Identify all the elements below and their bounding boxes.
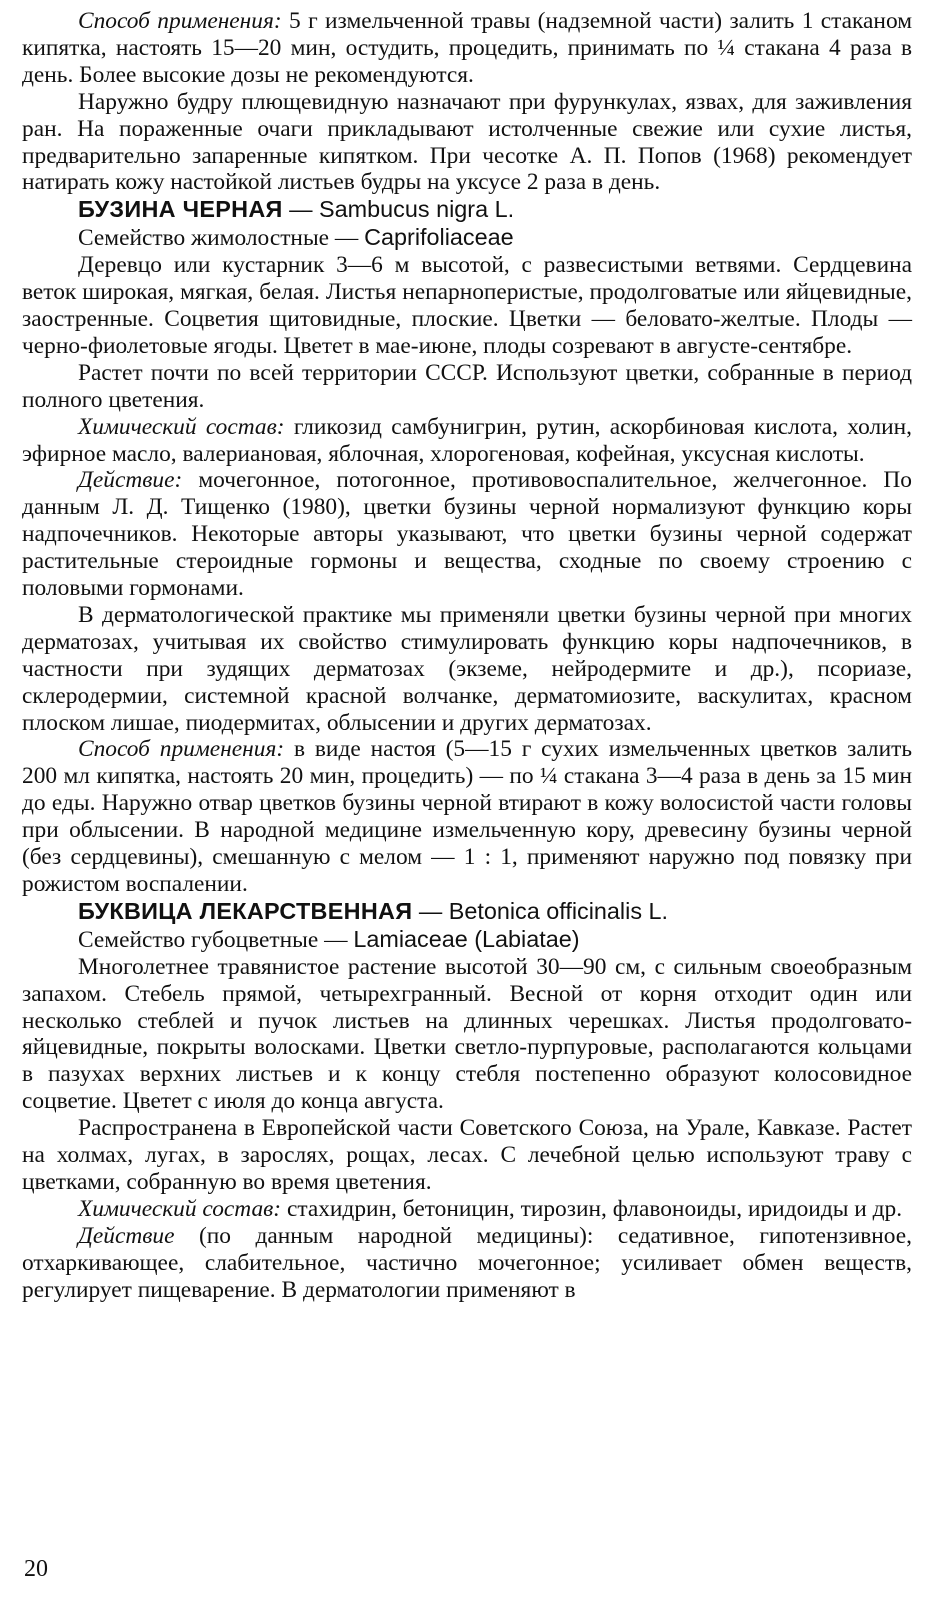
- section-label: Действие: [78, 1222, 175, 1249]
- paragraph-usage: [22, 736, 912, 897]
- section-label: Действие:: [78, 467, 183, 494]
- page-number: 20: [24, 1556, 48, 1582]
- entry-headword: БУЗИНА ЧЕРНАЯ: [78, 196, 283, 223]
- section-label: Химический состав:: [78, 413, 285, 440]
- family-latin: Caprifoliaceae: [364, 224, 514, 251]
- paragraph-text: Деревцо или кустарник 3—6 м высотой, с развесистыми ветвями. Сердцевина веток широкая, мягкая, белая. Листья непарноперистые, продолговатые или яйцевидные, заостренные. Соцветия щитовидные, плоские. Цветки — беловато-желтые. Плоды — черно-фиолетовые ягоды. Цветет в мае-июне, плоды созревают в августе-сентябре.: [22, 252, 912, 359]
- paragraph-text: 5 г измельченной травы (надземной части) залить 1 стаканом кипятка, настоять 15—20 мин, остудить, процедить, принимать по ¼ стакана 4 раза в день. Более высокие дозы не рекомендуются.: [22, 8, 912, 88]
- section-label: Химический состав:: [78, 1195, 282, 1222]
- paragraph-text: стахидрин, бетоницин, тирозин, флавоноиды, иридоиды и др.: [281, 1195, 903, 1222]
- paragraph-text: (по данным народной медицины): седативное, гипотензивное, отхаркивающее, слабительное, частично мочегонное; усиливает обмен веществ, регулирует пищеварение. В дерматологии применяют в: [22, 1222, 912, 1303]
- entry-latin-name: — Betonica officinalis L.: [412, 897, 669, 924]
- paragraph-dermatology-practice: [22, 602, 912, 737]
- paragraph-text: Наружно будру плющевидную назначают при фурункулах, язвах, для заживления ран. На пораженные очаги прикладывают истолченные свежие или сухие листья, предварительно запаренные кипятком. При чесотке А. П. Попов (1968) рекомендует натирать кожу настойкой листьев будры на уксусе 2 раза в день.: [22, 88, 912, 196]
- paragraph-description: [22, 252, 912, 360]
- paragraph-text: гликозид самбунигрин, рутин, аскорбиновая кислота, холин, эфирное масло, валериановая, яблочная, хлорогеновая, кофейная, уксусная кислоты.: [22, 413, 913, 467]
- paragraph-distribution: [22, 360, 912, 414]
- book-page: [22, 8, 912, 1304]
- paragraph-text: Растет почти по всей территории СССР. Используют цветки, собранные в период полного цветения.: [22, 359, 912, 413]
- family-label: Семейство губоцветные —: [78, 926, 354, 953]
- paragraph-description: [22, 954, 912, 1115]
- paragraph-usage-tail: [22, 8, 912, 89]
- entry-heading-betonica: [22, 898, 912, 926]
- paragraph-chemical-composition: [22, 414, 912, 468]
- paragraph-text: Многолетнее травянистое растение высотой 30—90 см, с сильным своеобразным запахом. Стебель прямой, четырехгранный. Весной от корня отходит один или несколько стеблей и пучок листьев на длинных черешках. Листья продолговато-яйцевидные, покрыты волосками. Цветки светло-пурпуровые, располагаются кольцами в пазухах верхних листьев и к концу стебля постепенно образуют колосовидное соцветие. Цветет с июля до конца августа.: [22, 953, 912, 1115]
- family-latin: Lamiaceae (Labiatae): [353, 925, 580, 952]
- family-label: Семейство жимолостные —: [78, 225, 365, 252]
- paragraph-external-use: [22, 89, 912, 197]
- entry-headword: БУКВИЦА ЛЕКАРСТВЕННАЯ: [78, 897, 413, 924]
- paragraph-distribution: [22, 1115, 912, 1196]
- entry-heading-sambucus: [22, 196, 912, 224]
- paragraph-text: Распространена в Европейской части Советского Союза, на Урале, Кавказе. Растет на холмах, лугах, в зарослях, рощах, лесах. С лечебной целью используют траву с цветками, собранную во время цветения.: [22, 1115, 912, 1195]
- section-label: Способ применения:: [78, 736, 285, 763]
- entry-family-betonica: [22, 926, 912, 954]
- section-label: Способ применения:: [78, 8, 282, 34]
- paragraph-text: мочегонное, потогонное, противовоспалительное, желчегонное. По данным Л. Д. Тищенко (1980), цветки бузины черной нормализуют функцию коры надпочечников. Некоторые авторы указывают, что цветки бузины черной содержат растительные стероидные гормоны и вещества, сходные по своему строению с половыми гормонами.: [22, 467, 912, 602]
- entry-latin-name: — Sambucus nigra L.: [282, 196, 515, 223]
- paragraph-text: В дерматологической практике мы применяли цветки бузины черной при многих дерматозах, учитывая их свойство стимулировать функцию коры надпочечников, в частности при зудящих дерматозах (экземе, нейродермите и др.), псориазе, склеродермии, системной красной волчанке, дерматомиозите, васкулитах, красном плоском лишае, пиодермитах, облысении и других дерматозах.: [22, 601, 912, 736]
- entry-family-sambucus: [22, 224, 912, 252]
- paragraph-action: [22, 1223, 912, 1304]
- paragraph-chemical-composition: [22, 1196, 912, 1223]
- paragraph-text: в виде настоя (5—15 г сухих измельченных цветков залить 200 мл кипятка, настоять 20 мин, процедить) — по ¼ стакана 3—4 раза в день за 15 мин до еды. Наружно отвар цветков бузины черной втирают в кожу волосистой части головы при облысении. В народной медицине измельченную кору, древесину бузины черной (без сердцевины), смешанную с мелом — 1 : 1, применяют наружно под повязку при рожистом воспалении.: [22, 736, 912, 897]
- paragraph-action: [22, 467, 912, 602]
